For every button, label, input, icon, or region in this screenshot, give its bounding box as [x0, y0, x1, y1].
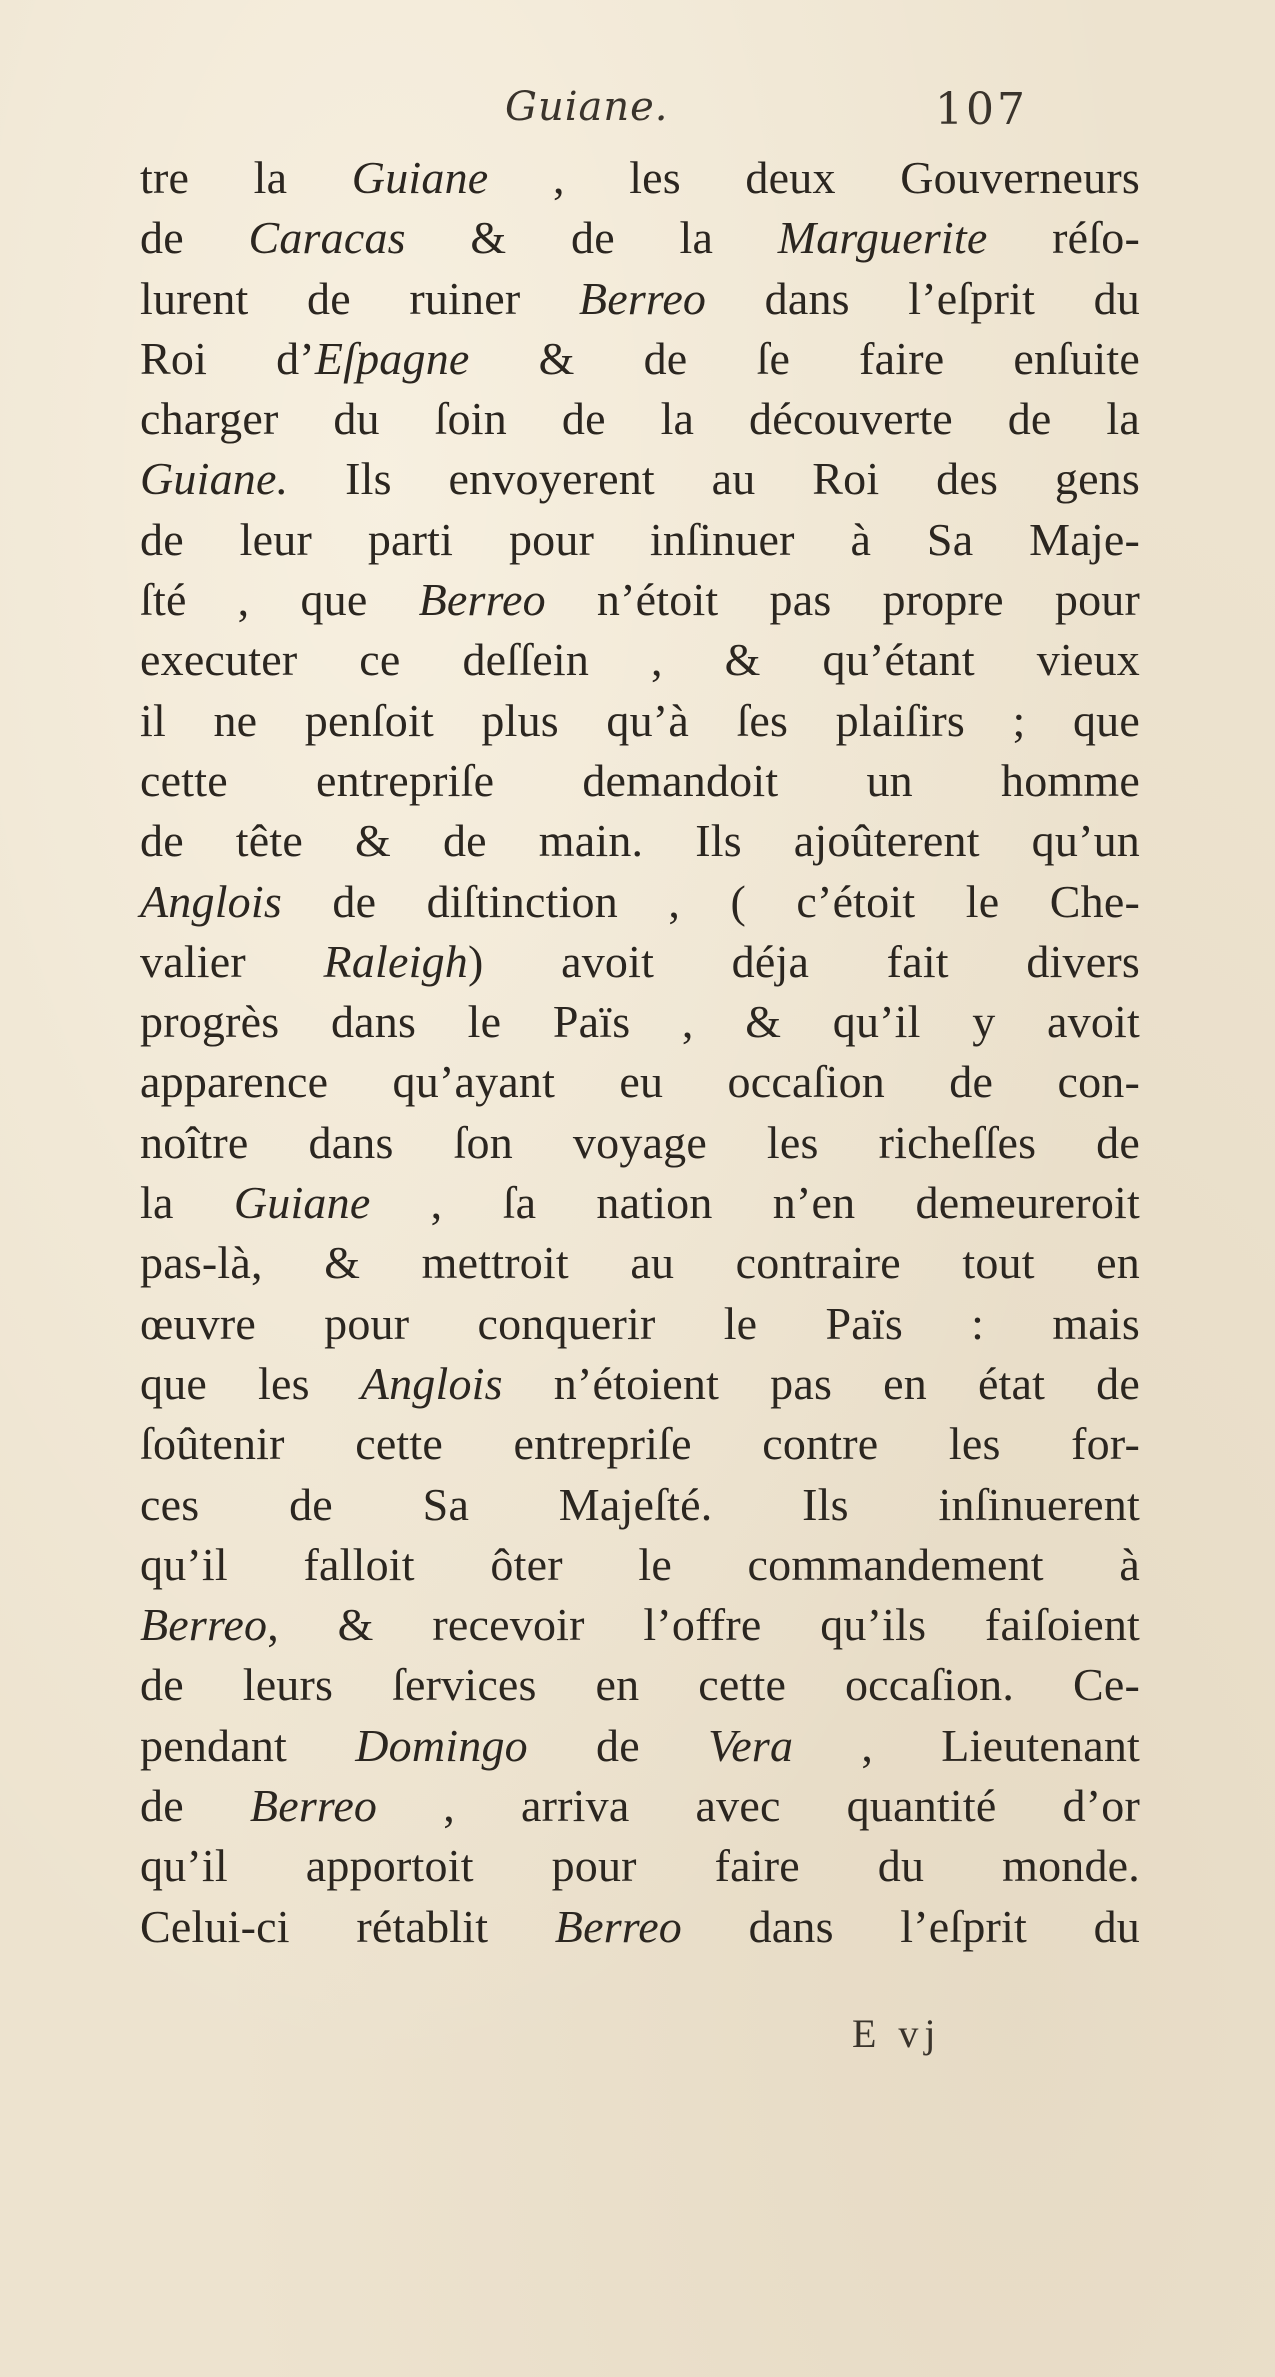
text-segment: Ils envoyerent au Roi des gens	[288, 453, 1140, 505]
italic-text: Berreo	[418, 574, 546, 626]
italic-text: Caracas	[248, 212, 406, 264]
text-segment: , & recevoir l’offre qu’ils faiſoient	[267, 1599, 1140, 1651]
text-line	[140, 148, 1140, 208]
text-line	[140, 269, 1140, 329]
text-segment: lurent de ruiner	[140, 272, 579, 324]
text-line	[140, 872, 1140, 932]
text-segment: progrès dans le Païs , & qu’il y avoit	[140, 996, 1140, 1048]
text-line	[140, 992, 1140, 1052]
text-line	[140, 1836, 1140, 1896]
italic-text: Berreo	[249, 1780, 378, 1832]
text-line	[140, 1475, 1140, 1535]
text-line	[140, 329, 1140, 389]
text-line	[140, 1535, 1140, 1595]
body-text	[140, 148, 1140, 1957]
text-segment: de diſtinction , ( c’étoit le Che-	[281, 875, 1140, 927]
text-line	[140, 811, 1140, 871]
italic-text: Berreo	[578, 272, 707, 324]
text-segment: ſté , que	[140, 574, 419, 626]
text-segment: ) avoit déja fait divers	[468, 935, 1140, 987]
text-segment: il ne penſoit plus qu’à ſes plaiſirs ; que	[140, 694, 1140, 746]
text-segment: dans l’eſprit du	[706, 272, 1140, 324]
text-segment: executer ce deſſein , & qu’étant vieux	[140, 634, 1140, 686]
italic-text: Berreo	[140, 1599, 268, 1651]
italic-text: Guiane	[233, 1177, 371, 1229]
text-line	[140, 1052, 1140, 1112]
page-number: 107	[935, 84, 1028, 135]
text-segment: & de ſe faire enſuite	[469, 332, 1140, 384]
text-line	[140, 389, 1140, 449]
text-line	[140, 691, 1140, 751]
text-line	[140, 1595, 1140, 1655]
italic-text: Raleigh	[323, 935, 468, 987]
text-line	[140, 1113, 1140, 1173]
text-segment: de	[140, 212, 249, 264]
text-line	[140, 1776, 1140, 1836]
text-segment: apparence qu’ayant eu occaſion de con-	[140, 1056, 1140, 1108]
text-segment: qu’il apportoit pour faire du monde.	[140, 1840, 1140, 1892]
page-header	[0, 78, 1275, 148]
text-segment: tre la	[140, 152, 352, 203]
text-segment: n’étoit pas propre pour	[545, 574, 1140, 626]
text-segment: la	[140, 1177, 234, 1229]
text-line	[140, 449, 1140, 509]
text-segment: noître dans ſon voyage les richeſſes de	[140, 1116, 1140, 1168]
text-segment: cette entrepriſe demandoit un homme	[140, 754, 1140, 806]
italic-text: Guiane.	[140, 453, 289, 505]
italic-text: Berreo	[554, 1900, 683, 1952]
text-segment: valier	[140, 935, 324, 987]
text-segment: pendant	[140, 1719, 356, 1771]
running-head: Guiane.	[505, 84, 669, 130]
text-segment: qu’il falloit ôter le commandement à	[140, 1538, 1140, 1590]
text-segment: & de la	[405, 212, 778, 264]
italic-text: Guiane	[351, 152, 489, 203]
text-line	[140, 1897, 1140, 1957]
text-line	[140, 208, 1140, 268]
italic-text: Anglois	[140, 875, 282, 927]
text-line	[140, 510, 1140, 570]
text-segment: de leurs ſervices en cette occaſion. Ce-	[140, 1659, 1140, 1711]
text-segment: de leur parti pour inſinuer à Sa Maje-	[140, 513, 1140, 565]
text-line	[140, 1354, 1140, 1414]
text-line	[140, 1716, 1140, 1776]
text-line	[140, 1173, 1140, 1233]
text-segment: de tête & de main. Ils ajoûterent qu’un	[140, 815, 1140, 867]
text-segment: ces de Sa Majeſté. Ils inſinuerent	[140, 1478, 1140, 1530]
text-segment: ſoûtenir cette entrepriſe contre les for-	[140, 1418, 1140, 1470]
text-segment: , arriva avec quantité d’or	[377, 1780, 1140, 1832]
text-segment: que les	[140, 1357, 361, 1409]
italic-text: Marguerite	[777, 212, 988, 264]
text-segment: de	[140, 1780, 250, 1832]
text-segment: Celui-ci rétablit	[140, 1900, 555, 1952]
text-segment: , les deux Gouverneurs	[488, 152, 1140, 203]
text-segment: n’étoient pas en état de	[502, 1357, 1140, 1409]
text-segment: , Lieutenant	[793, 1719, 1140, 1771]
text-line	[140, 1233, 1140, 1293]
text-line	[140, 570, 1140, 630]
text-line	[140, 1655, 1140, 1715]
italic-text: Domingo	[355, 1719, 528, 1771]
italic-text: Vera	[708, 1719, 794, 1771]
text-line	[140, 932, 1140, 992]
text-segment: dans l’eſprit du	[682, 1900, 1140, 1952]
text-line	[140, 630, 1140, 690]
text-line	[140, 1294, 1140, 1354]
text-segment: Roi d’	[140, 332, 315, 384]
text-segment: , ſa nation n’en demeureroit	[370, 1177, 1140, 1229]
text-line	[140, 751, 1140, 811]
text-segment: œuvre pour conquerir le Païs : mais	[140, 1297, 1140, 1349]
text-segment: charger du ſoin de la découverte de la	[140, 393, 1140, 445]
text-segment: réſo-	[987, 212, 1140, 264]
text-segment: pas-là, & mettroit au contraire tout en	[140, 1237, 1140, 1289]
text-line	[140, 1414, 1140, 1474]
text-segment: de	[527, 1719, 709, 1771]
signature-mark: E vj	[852, 2011, 942, 2056]
italic-text: Eſpagne	[314, 332, 470, 384]
italic-text: Anglois	[360, 1357, 503, 1409]
